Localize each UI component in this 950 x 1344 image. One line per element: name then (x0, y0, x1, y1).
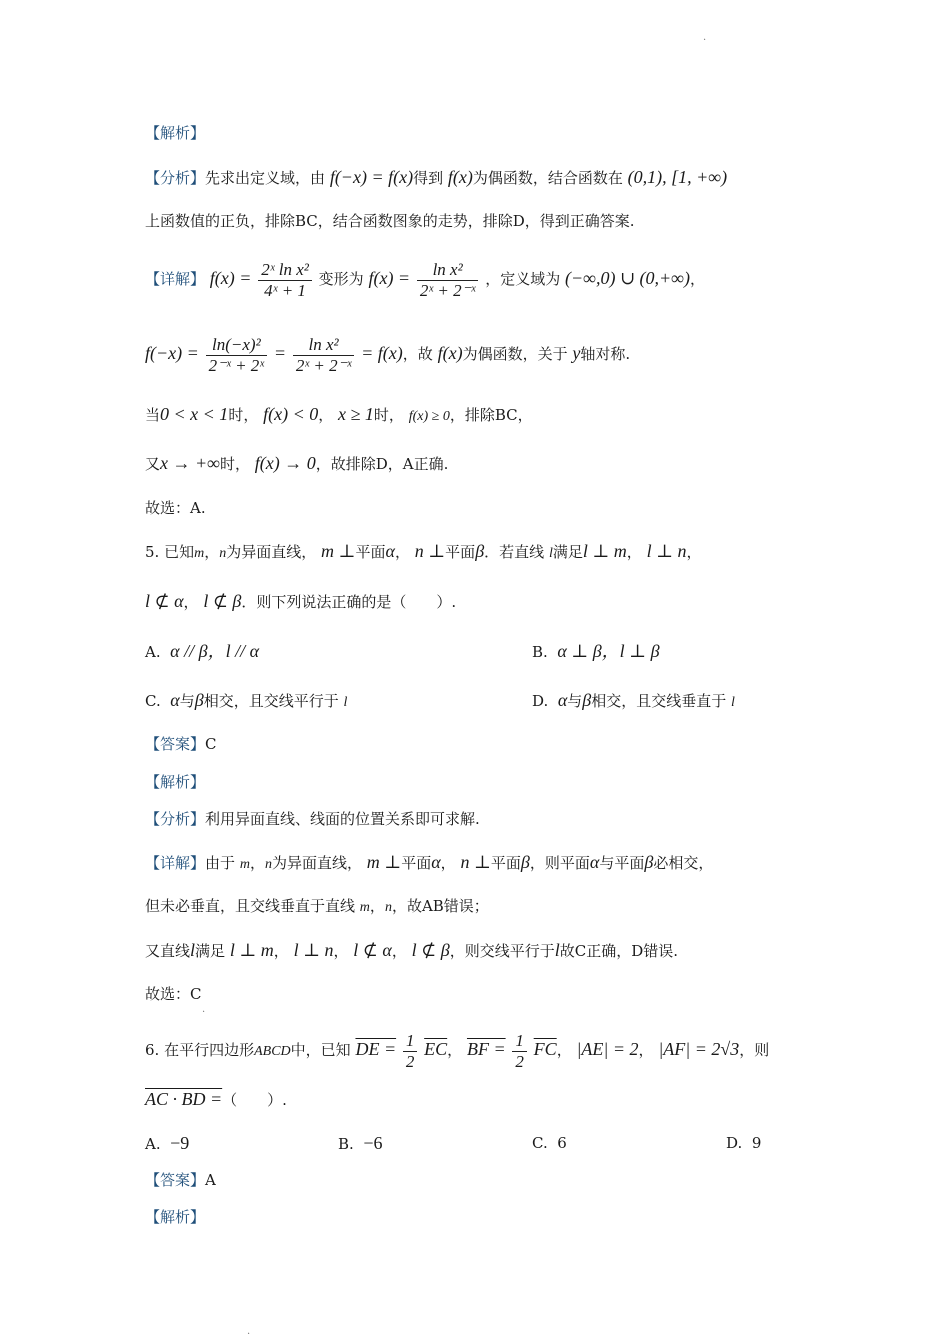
q5-x3-math-4: l ⊄ α (353, 940, 392, 960)
q6-option-c-label: C. (532, 1134, 548, 1152)
q5-option-a-text: α // β，l // α (170, 641, 260, 661)
q5-option-d-label: D. (532, 692, 549, 710)
q6-answer-value: A (205, 1171, 216, 1189)
q5-x2-text-2: ，故AB错误； (391, 897, 489, 915)
q6-s1-text-5: ， (638, 1041, 654, 1059)
q4-l3-text-4: 时， (373, 406, 404, 424)
q5-option-c-math-3: l (343, 695, 348, 710)
q4-xj-frac-2-den: 2ˣ + 2⁻ˣ (419, 280, 476, 300)
q4-l2-math-4: y (572, 343, 581, 363)
q4-l3-math-4: f(x) ≥ 0 (408, 409, 450, 424)
q6-s1-frac-2-den: 2 (515, 1051, 524, 1071)
q6-stem-line-2 (145, 1088, 287, 1111)
q6-option-c-text: 6 (557, 1134, 567, 1152)
q5-s1-text-6: 平面 (445, 543, 476, 561)
q4-answer: 故选：A. (145, 499, 206, 517)
q4-l3-math-3: x ≥ 1 (338, 404, 374, 424)
q4-xj-math-1: f(x) = (209, 268, 252, 288)
q4-fenxi-math-1: f(−x) = f(x) (329, 167, 414, 187)
q6-s1-text-2: 中，已知 (290, 1041, 351, 1059)
q5-x3-text-1: 又直线 (145, 942, 191, 960)
q4-l3-text-5: ，排除BC， (449, 406, 533, 424)
q6-option-b-text: −6 (363, 1133, 383, 1153)
q5-s2-math-1: l ⊄ α (145, 591, 184, 611)
q6-answer-line (145, 1169, 216, 1191)
q5-x1-math-2: n (264, 857, 272, 872)
q6-s1-math-5: $\overline{FC}$ (533, 1039, 557, 1059)
q5-stem-line-2 (145, 590, 456, 613)
q6-option-a-text: −9 (170, 1133, 190, 1153)
q5-s1-text-2: ， (204, 543, 220, 561)
q4-l2-text-2: 为偶函数，关于 (462, 345, 568, 363)
q4-fenxi-text-2: 得到 (413, 169, 444, 187)
q6-s1-frac-1-num: 1 (403, 1031, 418, 1052)
q4-fenxi-line-2: 上函数值的正负，排除BC，结合函数图象的走势，排除D，得到正确答案. (145, 212, 635, 230)
q4-l3-text-1: 当 (145, 406, 161, 424)
q4-xj-math-2: f(x) = (368, 268, 411, 288)
q5-s1-math-7: l (548, 546, 553, 561)
q6-s1-math-7: |AF| = 2√3 (658, 1039, 740, 1059)
q5-fenxi-text: 利用异面直线、线面的位置关系即可求解. (205, 810, 480, 828)
q5-x3-text-3: ， (273, 942, 289, 960)
q5-option-a-label: A. (145, 643, 161, 661)
q4-l4-text-1: 又 (145, 455, 161, 473)
q5-s1-text-8: 满足 (552, 543, 583, 561)
q5-fenxi-tag: 【分析】 (145, 810, 206, 828)
q6-s1-text-3: ， (447, 1041, 463, 1059)
q5-x1-text-7: ，则平面 (529, 854, 590, 872)
q5-answer-value: C (205, 735, 217, 753)
q5-x3-text-7: 故C正确，D错误. (559, 942, 678, 960)
q5-xiangjie-line-2 (145, 895, 489, 919)
q6-s2-text-1: （ ）. (222, 1091, 287, 1109)
q5-option-d-text-2: 相交，且交线垂直于 (591, 692, 727, 710)
q5-option-d-math-3: l (731, 695, 735, 710)
q5-s1-text-10: ， (686, 543, 702, 561)
q5-jiexi-heading: 【解析】 (145, 773, 206, 791)
q6-s1-math-1: ABCD (254, 1044, 291, 1059)
q4-xiangjie-tag: 【详解】 (145, 270, 206, 288)
q5-option-d-math-2: β (582, 690, 592, 710)
q4-fenxi-math-3: (0,1), [1, +∞) (627, 167, 728, 187)
q6-option-b-label: B. (338, 1135, 354, 1153)
q6-s1-frac-2 (512, 1031, 527, 1072)
q5-x3-math-3: l ⊥ n (293, 940, 334, 960)
q4-xj-frac-1 (258, 260, 312, 301)
q5-option-b-text: α ⊥ β，l ⊥ β (557, 641, 660, 661)
q5-x1-text-2: ， (249, 854, 265, 872)
q4-xj-text-3: ， (690, 270, 706, 288)
q4-xiangjie-line-1 (145, 255, 705, 301)
q5-s1-math-1: m (194, 546, 205, 561)
q5-x1-math-7: α (589, 852, 600, 872)
q6-stem-line-1 (145, 1026, 769, 1072)
q4-l2-frac-2-num: ln x² (293, 335, 355, 356)
q6-s1-math-4: BF = (466, 1039, 506, 1059)
q6-s1-math-6: |AE| = 2 (576, 1039, 639, 1059)
q4-xiangjie-line-3 (145, 403, 533, 428)
q4-l2-frac-1-num: ln(−x)² (206, 335, 268, 356)
q5-x1-text-8: 与平面 (599, 854, 645, 872)
q4-l4-text-2: 时， (219, 455, 250, 473)
q5-option-c-math-2: β (194, 690, 204, 710)
q5-s1-text-1: 5. 已知 (145, 543, 195, 561)
q5-x1-math-6: β (520, 852, 530, 872)
q6-s2-math-1: AC · BD = (145, 1089, 223, 1109)
q4-xj-math-3: (−∞,0) ∪ (0,+∞) (564, 268, 690, 288)
q5-s1-math-5: n ⊥ (414, 541, 446, 561)
q4-l2-frac-1-den: 2⁻ˣ + 2ˣ (208, 355, 265, 375)
q4-l4-text-3: ，故排除D，A正确. (315, 455, 449, 473)
q4-l3-math-2: f(x) < 0 (263, 404, 319, 424)
q5-answer: 故选：C (145, 985, 202, 1003)
q5-s1-math-6: β (475, 541, 485, 561)
q4-l2-frac-2-den: 2ˣ + 2⁻ˣ (295, 355, 352, 375)
q5-x1-math-5: n ⊥ (460, 852, 491, 872)
q4-xj-frac-2 (417, 260, 479, 301)
q4-l3-text-2: 时， (228, 406, 259, 424)
q6-s1-frac-1 (403, 1031, 418, 1072)
q5-x1-text-6: 平面 (490, 854, 521, 872)
q4-xj-frac-1-den: 4ˣ + 1 (264, 280, 306, 300)
q5-x3-text-2: 满足 (195, 942, 226, 960)
q4-xj-frac-2-num: ln x² (417, 260, 479, 281)
q6-jiexi-heading: 【解析】 (145, 1208, 206, 1226)
q4-jiexi-heading: 【解析】 (145, 124, 206, 142)
q5-option-c-text-1: 与 (179, 692, 195, 710)
q5-s2-text-1: ， (183, 593, 199, 611)
q5-option-b-label: B. (532, 643, 548, 661)
q5-x1-text-1: 由于 (205, 854, 236, 872)
q5-option-d[interactable] (532, 689, 735, 714)
q5-x3-math-5: l ⊄ β (411, 940, 450, 960)
q6-s1-text-6: ，则 (739, 1041, 770, 1059)
q5-x3-math-1: l (190, 940, 196, 960)
q5-x1-text-5: ， (440, 854, 456, 872)
q5-x1-math-8: β (644, 852, 654, 872)
q5-s1-math-3: m ⊥ (321, 541, 356, 561)
q4-l2-text-1: ，故 (402, 345, 433, 363)
q5-xiangjie-tag: 【详解】 (145, 854, 206, 872)
q4-fenxi-tag: 【分析】 (145, 169, 206, 187)
footer-dot: . (247, 1326, 251, 1337)
q6-option-a[interactable] (145, 1132, 189, 1155)
q5-option-b[interactable] (532, 640, 660, 663)
q6-option-a-label: A. (145, 1135, 161, 1153)
q6-option-d-label: D. (726, 1134, 743, 1152)
q4-fenxi-text-1: 先求出定义域，由 (205, 169, 326, 187)
q4-fenxi (145, 166, 727, 189)
q5-s1-math-2: n (219, 546, 227, 561)
q5-s2-text-2: ．则下列说法正确的是（ ）. (241, 593, 457, 611)
q5-fenxi (145, 808, 480, 830)
q4-l2-math-3: f(x) (437, 343, 463, 363)
q5-x3-text-4: ， (333, 942, 349, 960)
q5-x2-math-2: n (384, 900, 392, 915)
q5-x1-math-4: α (431, 852, 441, 872)
q5-x3-math-6: l (554, 940, 560, 960)
q4-l2-math-2: = f(x) (361, 343, 403, 363)
q6-option-d[interactable] (726, 1132, 761, 1154)
q5-option-c[interactable] (145, 689, 347, 714)
q5-s1-math-4: α (385, 541, 395, 561)
q5-answer-line (145, 733, 217, 755)
q5-x2-text: 但未必垂直，且交线垂直于直线 (145, 897, 356, 915)
q6-option-c[interactable] (532, 1132, 567, 1154)
q5-option-d-math-1: α (557, 690, 568, 710)
q5-x3-text-6: ，则交线平行于 (449, 942, 555, 960)
q5-option-a[interactable] (145, 640, 259, 663)
q6-s1-math-2: DE = (355, 1039, 397, 1059)
q5-s1-math-8: l ⊥ m (582, 541, 627, 561)
q4-fenxi-text-3: 为偶函数，结合函数在 (472, 169, 623, 187)
q5-xiangjie-line-3 (145, 939, 678, 962)
q4-l4-math-1: x → +∞ (160, 453, 220, 473)
q4-fenxi-math-2: f(x) (447, 167, 473, 187)
q4-l2-frac-1 (206, 335, 268, 376)
q6-s1-text-1: 6. 在平行四边形 (145, 1041, 255, 1059)
q4-l2-frac-2 (293, 335, 355, 376)
q5-x1-math-3: m ⊥ (366, 852, 402, 872)
q4-l4-math-2: f(x) → 0 (254, 453, 316, 473)
q5-s1-text-7: ．若直线 (484, 543, 545, 561)
q6-answer-tag: 【答案】 (145, 1171, 206, 1189)
q5-x2-text-1: ， (369, 897, 385, 915)
q5-s1-text-9: ， (626, 543, 642, 561)
mid-dot: . (202, 1004, 206, 1015)
q5-s1-text-3: 为异面直线， (226, 543, 317, 561)
header-dot: . (703, 32, 707, 43)
q4-l2-math-1: f(−x) = (145, 343, 199, 363)
q6-s1-frac-2-num: 1 (512, 1031, 527, 1052)
q5-option-d-text-1: 与 (567, 692, 583, 710)
q5-x1-text-9: 必相交， (653, 854, 714, 872)
q5-x3-math-2: l ⊥ m (229, 940, 274, 960)
q5-s1-math-9: l ⊥ n (646, 541, 687, 561)
q5-x2-math-1: m (359, 900, 370, 915)
q6-s1-text-4: ， (556, 1041, 572, 1059)
q4-l3-text-3: ， (318, 406, 334, 424)
q5-xiangjie-line-1 (145, 851, 713, 876)
q5-stem-line-1 (145, 540, 702, 565)
q5-option-c-math-1: α (170, 690, 180, 710)
q5-option-c-label: C. (145, 692, 161, 710)
q6-s1-frac-1-den: 2 (405, 1051, 415, 1071)
q4-l2-text-3: 轴对称. (580, 345, 631, 363)
q6-option-d-text: 9 (751, 1134, 762, 1152)
q5-s1-text-4: 平面 (355, 543, 386, 561)
q5-option-c-text-2: 相交，且交线平行于 (203, 692, 339, 710)
q4-xj-text-1: 变形为 (318, 270, 364, 288)
q5-x1-text-3: 为异面直线， (271, 854, 362, 872)
q4-xj-frac-1-num: 2ˣ ln x² (258, 260, 312, 281)
q5-s2-math-2: l ⊄ β (203, 591, 242, 611)
q5-x1-text-4: 平面 (401, 854, 432, 872)
q4-l2-eq: = (273, 343, 287, 363)
q4-l3-math-1: 0 < x < 1 (160, 404, 229, 424)
q4-xiangjie-line-2 (145, 330, 630, 376)
q5-answer-tag: 【答案】 (145, 735, 206, 753)
q6-option-b[interactable] (338, 1132, 383, 1155)
q4-xiangjie-line-4 (145, 452, 448, 475)
q5-x3-text-5: ， (391, 942, 407, 960)
q4-xj-text-2: ，定义域为 (485, 270, 561, 288)
q5-s1-text-5: ， (394, 543, 410, 561)
q5-x1-math-1: m (239, 857, 250, 872)
q6-s1-math-3: $\overline{EC}$ (424, 1039, 448, 1059)
